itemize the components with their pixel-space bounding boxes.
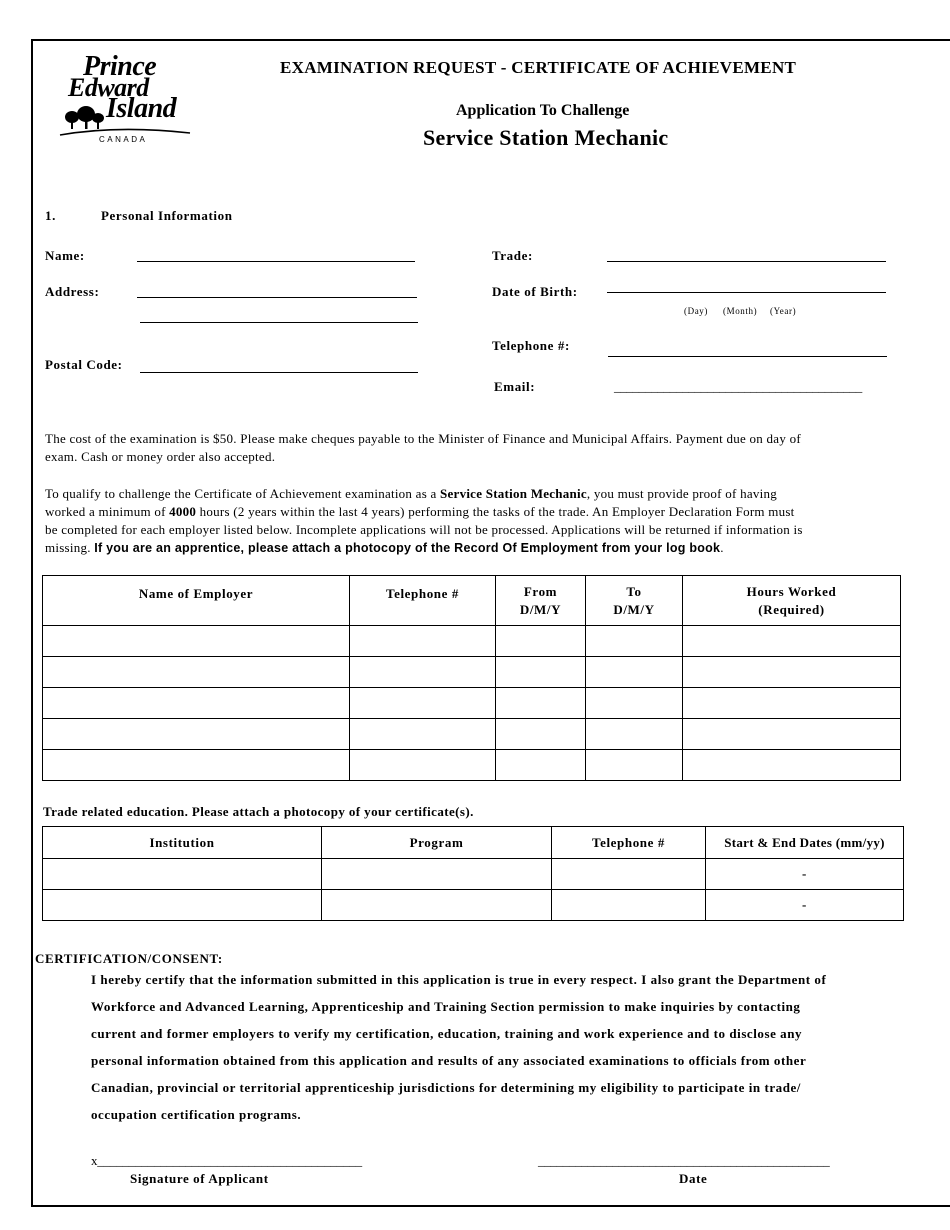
col-institution-label: Institution xyxy=(149,834,215,850)
cost-paragraph xyxy=(45,430,925,466)
name-field[interactable] xyxy=(137,261,415,262)
program-cell[interactable] xyxy=(322,890,552,921)
employer-table xyxy=(42,575,901,781)
col-hours-label: Hours Worked xyxy=(746,583,837,599)
consent-line: occupation certification programs. xyxy=(91,1107,302,1122)
institution-cell[interactable] xyxy=(43,890,322,921)
col-from-format: D/M/Y xyxy=(519,601,562,617)
trade-label: Trade: xyxy=(492,248,533,263)
consent-line: I hereby certify that the information submitted in this application is true in every respect. I also grant the Department of xyxy=(91,972,827,987)
email-field[interactable]: ________________________________________ xyxy=(614,379,863,394)
form-subtitle: Application To Challenge xyxy=(456,102,630,119)
employer-hours-cell[interactable] xyxy=(683,719,901,750)
employer-phone-cell[interactable] xyxy=(350,719,496,750)
edu-phone-cell[interactable] xyxy=(552,859,706,890)
logo-line2: Edward xyxy=(68,73,149,102)
signature-label: Signature of Applicant xyxy=(130,1171,269,1186)
employer-name-cell[interactable] xyxy=(43,657,350,688)
qualify-text-4c: . xyxy=(720,540,724,555)
employer-to-cell[interactable] xyxy=(586,626,683,657)
table-row xyxy=(43,859,904,890)
date-label: Date xyxy=(679,1171,708,1186)
dates-cell[interactable] xyxy=(706,859,904,890)
form-title: EXAMINATION REQUEST - CERTIFICATE OF ACHIEVEMENT xyxy=(280,58,797,77)
cost-line-1: The cost of the examination is $50. Please make cheques payable to the Minister of Finance and Municipal Affairs. Payment due on day of xyxy=(45,431,801,446)
section-number: 1. xyxy=(45,208,56,223)
qualify-line-1 xyxy=(45,485,925,503)
dob-day-hint: (Day) xyxy=(684,306,708,316)
consent-line: Canadian, provincial or territorial apprenticeship jurisdictions for determining my eligibility to participate in trade/ xyxy=(91,1080,801,1095)
table-row xyxy=(43,890,904,921)
qualify-text-4a: missing. xyxy=(45,540,95,555)
col-from xyxy=(496,576,586,626)
signature-field[interactable]: x__________________________________________ xyxy=(91,1153,362,1168)
cost-line-2: exam. Cash or money order also accepted. xyxy=(45,449,276,464)
qualify-line-3: be completed for each employer listed below. Incomplete applications will not be processed. Applications will be returned if information is xyxy=(45,522,803,537)
qualify-text-1a: To qualify to challenge the Certificate of Achievement examination as a xyxy=(45,486,441,501)
col-edu-phone xyxy=(552,827,706,859)
col-employer-phone xyxy=(350,576,496,626)
trade-title: Service Station Mechanic xyxy=(423,125,669,150)
pei-logo xyxy=(58,51,198,150)
employer-name-cell[interactable] xyxy=(43,626,350,657)
employer-hours-cell[interactable] xyxy=(683,657,901,688)
education-table xyxy=(42,826,904,921)
employer-phone-cell[interactable] xyxy=(350,688,496,719)
col-to-format: D/M/Y xyxy=(613,601,655,617)
dob-year-hint: (Year) xyxy=(770,306,797,316)
qualify-text-1c: , you must provide proof of having xyxy=(586,486,777,501)
logo-line3: Island xyxy=(106,93,177,124)
employer-phone-cell[interactable] xyxy=(350,657,496,688)
table-row xyxy=(43,688,901,719)
employer-hours-cell[interactable] xyxy=(683,688,901,719)
date-field[interactable]: _______________________________________________ xyxy=(538,1153,830,1168)
col-hours-required: (Required) xyxy=(758,601,825,617)
consent-line: current and former employers to verify my certification, education, training and work experience and to disclose any xyxy=(91,1026,803,1041)
employer-name-cell[interactable] xyxy=(43,750,350,781)
col-dates-label: Start & End Dates (mm/yy) xyxy=(724,834,885,850)
employer-from-cell[interactable] xyxy=(496,657,586,688)
education-heading: Trade related education. Please attach a photocopy of your certificate(s). xyxy=(43,804,474,819)
logo-country: CANADA xyxy=(99,135,148,144)
qualify-text-2c: hours (2 years within the last 4 years) performing the tasks of the trade. An Employer Declaration Form must xyxy=(196,504,795,519)
dates-cell[interactable] xyxy=(706,890,904,921)
address-field-1[interactable] xyxy=(137,297,417,298)
qualify-paragraph xyxy=(45,485,925,557)
employer-name-cell[interactable] xyxy=(43,688,350,719)
dob-month-hint: (Month) xyxy=(723,306,758,316)
col-program xyxy=(322,827,552,859)
postal-code-label: Postal Code: xyxy=(45,357,123,372)
dates-separator: - xyxy=(802,897,807,912)
col-hours xyxy=(683,576,901,626)
dob-label: Date of Birth: xyxy=(492,284,578,299)
telephone-field[interactable] xyxy=(608,356,887,357)
logo-line1: Prince xyxy=(83,51,157,82)
section-title: Personal Information xyxy=(101,208,233,223)
employer-to-cell[interactable] xyxy=(586,688,683,719)
table-row xyxy=(43,657,901,688)
postal-code-field[interactable] xyxy=(140,372,418,373)
education-header-row xyxy=(43,827,904,859)
table-row xyxy=(43,719,901,750)
dob-field[interactable] xyxy=(607,292,886,293)
employer-from-cell[interactable] xyxy=(496,688,586,719)
institution-cell[interactable] xyxy=(43,859,322,890)
qualify-text-2a: worked a minimum of xyxy=(45,504,170,519)
table-row xyxy=(43,750,901,781)
address-label: Address: xyxy=(45,284,100,299)
email-label: Email: xyxy=(494,379,536,394)
telephone-label: Telephone #: xyxy=(492,338,570,353)
edu-phone-cell[interactable] xyxy=(552,890,706,921)
col-institution xyxy=(43,827,322,859)
employer-to-cell[interactable] xyxy=(586,719,683,750)
qualify-trade-name: Service Station Mechanic xyxy=(440,486,587,501)
col-employer-phone-label: Telephone # xyxy=(386,586,459,601)
qualify-line-2 xyxy=(45,503,925,521)
employer-to-cell[interactable] xyxy=(586,750,683,781)
employer-header-row xyxy=(43,576,901,626)
dates-separator: - xyxy=(802,866,807,881)
consent-line: personal information obtained from this application and results of any associated examinations to officials from other xyxy=(91,1053,807,1068)
col-from-label: From xyxy=(523,583,558,599)
consent-text xyxy=(91,966,921,1128)
trade-field[interactable] xyxy=(607,261,886,262)
col-employer-name-label: Name of Employer xyxy=(138,586,254,601)
employer-from-cell[interactable] xyxy=(496,719,586,750)
consent-heading: CERTIFICATION/CONSENT: xyxy=(35,951,223,966)
employer-phone-cell[interactable] xyxy=(350,750,496,781)
col-edu-phone-label: Telephone # xyxy=(592,834,665,850)
apprentice-note: If you are an apprentice, please attach a photocopy of the Record Of Employment from your log book xyxy=(94,541,721,555)
employer-from-cell[interactable] xyxy=(496,626,586,657)
name-label: Name: xyxy=(45,248,85,263)
employer-to-cell[interactable] xyxy=(586,657,683,688)
col-to-label: To xyxy=(626,583,642,599)
employer-name-cell[interactable] xyxy=(43,719,350,750)
program-cell[interactable] xyxy=(322,859,552,890)
qualify-hours: 4000 xyxy=(169,504,197,519)
col-to xyxy=(586,576,683,626)
consent-line: Workforce and Advanced Learning, Apprenticeship and Training Section permission to make inquiries by contacting xyxy=(91,999,801,1014)
col-program-label: Program xyxy=(409,834,464,850)
address-field-2[interactable] xyxy=(140,322,418,323)
employer-phone-cell[interactable] xyxy=(350,626,496,657)
col-employer-name xyxy=(43,576,350,626)
qualify-line-4 xyxy=(45,539,925,557)
employer-hours-cell[interactable] xyxy=(683,626,901,657)
employer-from-cell[interactable] xyxy=(496,750,586,781)
table-row xyxy=(43,626,901,657)
col-dates xyxy=(706,827,904,859)
employer-hours-cell[interactable] xyxy=(683,750,901,781)
